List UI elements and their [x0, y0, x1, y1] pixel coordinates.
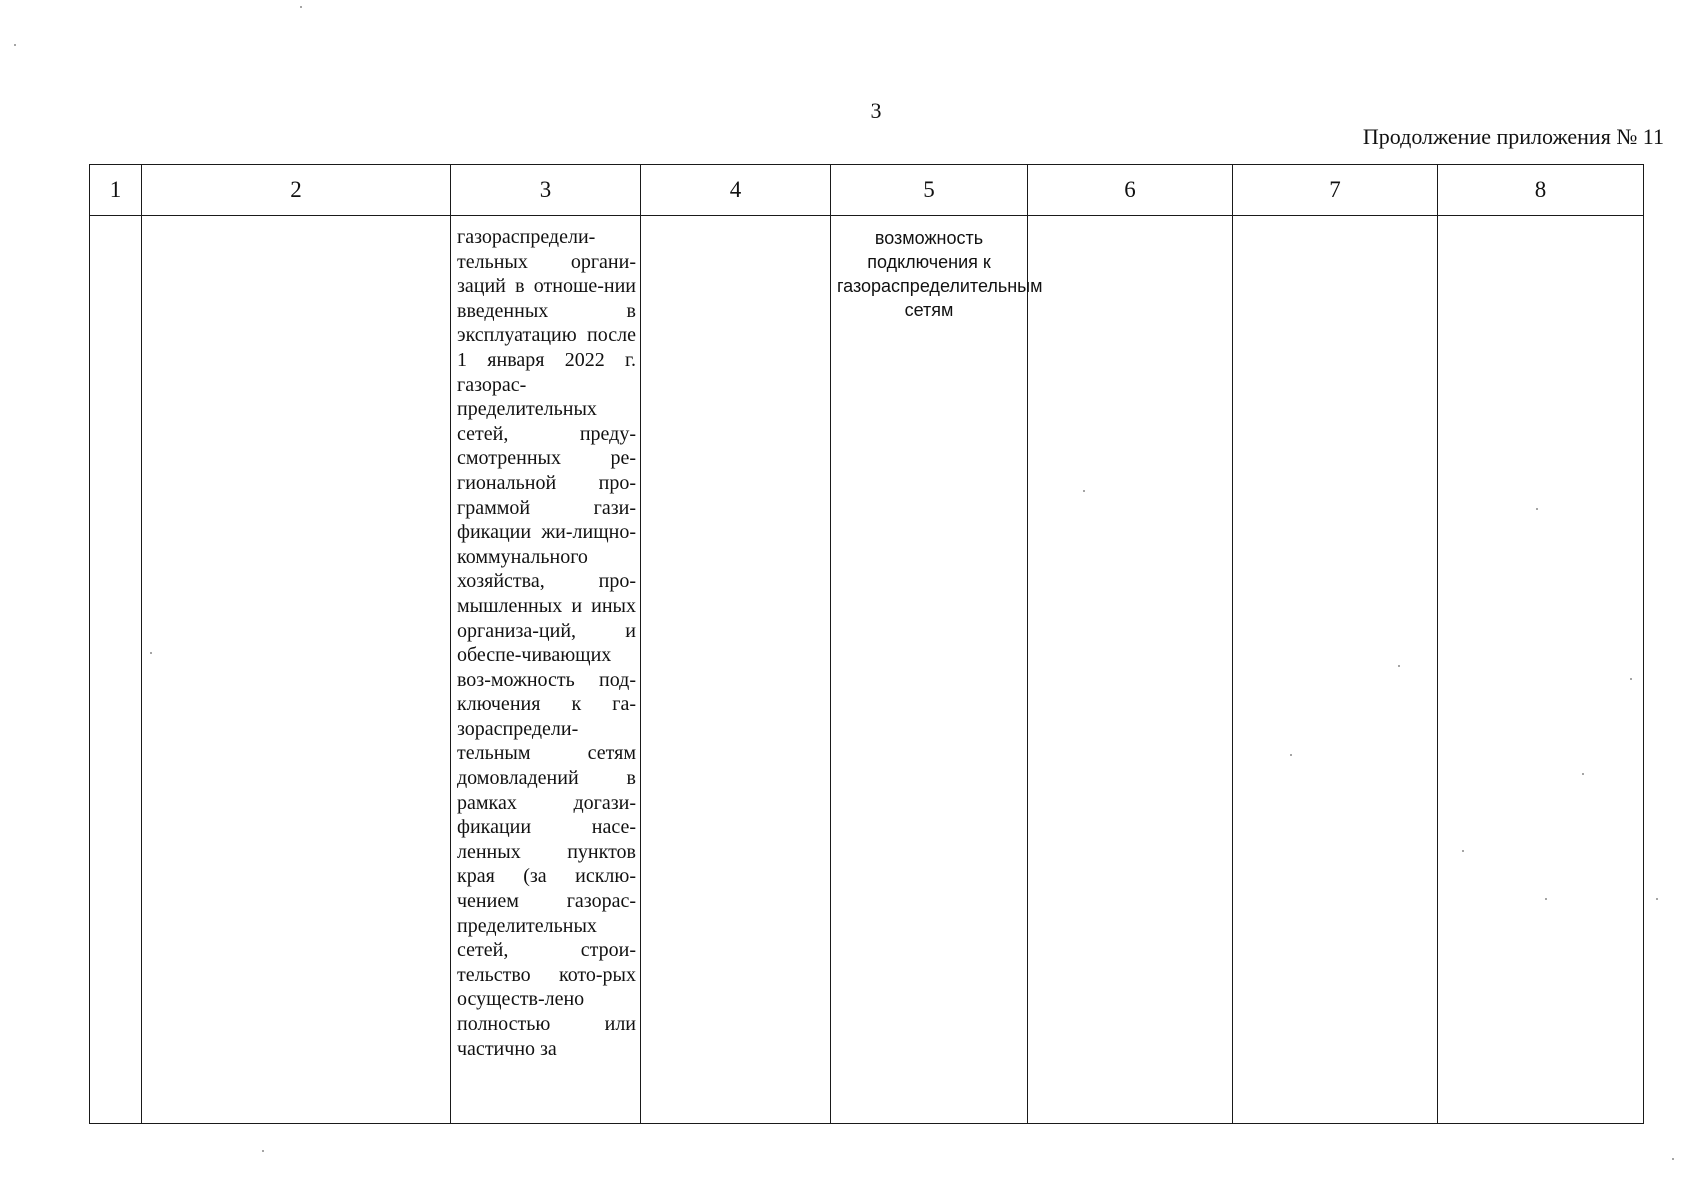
scan-speck [1290, 754, 1292, 756]
scan-speck [1582, 773, 1584, 775]
scan-speck [150, 652, 152, 654]
scan-speck [1656, 898, 1658, 900]
cell-col-3 [451, 216, 641, 1124]
page-number: 3 [870, 98, 882, 123]
scan-speck [1083, 490, 1085, 492]
scan-speck [1398, 665, 1400, 667]
scan-speck [1545, 898, 1547, 900]
cell-col-6 [1028, 216, 1233, 1124]
scan-speck [1672, 1158, 1674, 1160]
column-header-6: 6 [1028, 165, 1233, 216]
column-header-3: 3 [451, 165, 641, 216]
column-header-1: 1 [90, 165, 142, 216]
scan-speck [1462, 850, 1464, 852]
cell-col-4 [641, 216, 831, 1124]
appendix-table [89, 164, 1644, 1124]
column-header-2: 2 [142, 165, 451, 216]
cell-col-2 [142, 216, 451, 1124]
appendix-continuation-note: Продолжение приложения № 11 [1362, 124, 1664, 149]
cell-col-8 [1438, 216, 1644, 1124]
column-header-8: 8 [1438, 165, 1644, 216]
cell-col-7 [1233, 216, 1438, 1124]
cell-col-5 [831, 216, 1043, 1124]
scan-speck [300, 6, 302, 8]
scan-speck [262, 1150, 264, 1152]
scan-speck [1630, 678, 1632, 680]
column-header-4: 4 [641, 165, 831, 216]
table-header-row [90, 165, 1644, 216]
cell-col-1 [90, 216, 142, 1124]
scan-speck [14, 44, 16, 46]
col3-description-text: газораспредели-тельных органи-заций в отноше-нии введенных в эксплуатацию после 1 января 2022 г. газорас-пределительных сетей, преду-смотренных ре-гиональной про-граммой гази-фикации жи-лищно-коммунального хозяйства, про-мышленных и иных организа-ций, и обеспе-чивающих воз-можность под-ключения к га-зораспредели-тельным сетям домовладений в рамках догази-фикации насе-ленных пунктов края (за исклю-чением газорас-пределительных сетей, строи-тельство кото-рых осуществ-лено полностью или частично за [457, 226, 636, 1060]
column-header-5: 5 [831, 165, 1028, 216]
table-row [90, 216, 1644, 1124]
scan-speck [1536, 508, 1538, 510]
col5-connection-text: возможность подключения к газораспределительным сетям [837, 228, 1043, 320]
column-header-7: 7 [1233, 165, 1438, 216]
